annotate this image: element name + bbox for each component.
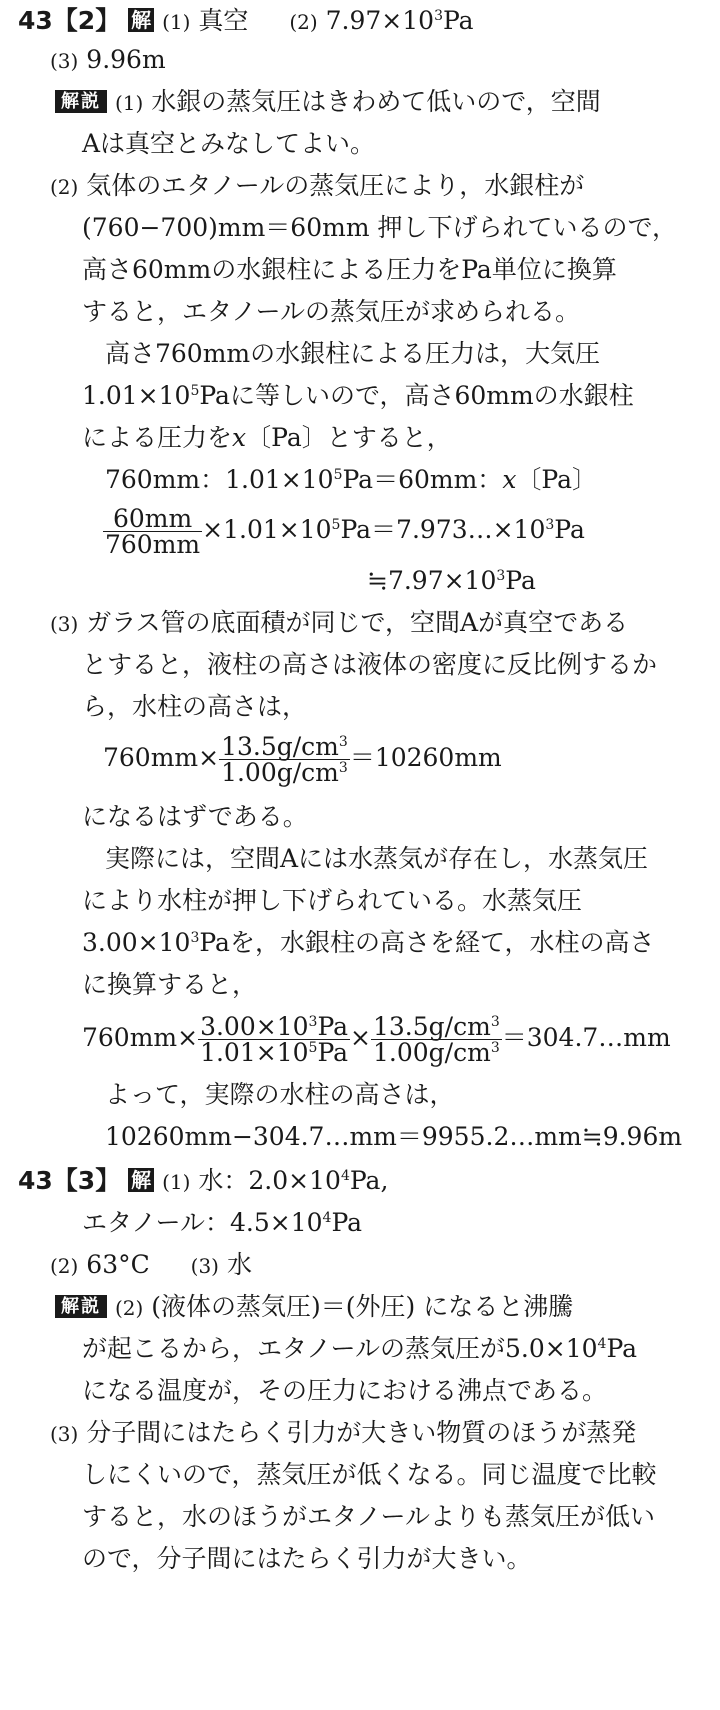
q2-equation-fraction: $\frac{60mm}{760mm}$ $\times 1.01\times 10^5Pa=7.973\dots\times 10^3Pa$	[105, 504, 585, 559]
q2-a1-no: (1)	[162, 10, 191, 34]
q2-equation-approx: $≒7.97\times 10^3Pa$	[367, 566, 536, 595]
q2-p2-l3: 高さ60mmの水銀柱による圧力をPa単位に換算	[82, 255, 617, 284]
q2-kai-badge: 解	[128, 8, 154, 32]
q3-answer-line	[18, 1166, 388, 1197]
q2-p3-l7: $3.00\times 10^3Pa$を，水銀柱の高さを経て，水柱の高さ	[82, 928, 655, 957]
q2-p3-l9: よって，実際の水柱の高さは，	[105, 1080, 455, 1109]
q3-a1-ethanol: エタノール：$4.5\times 10^4Pa$	[82, 1208, 363, 1237]
q2-fraction-density-2: $\frac{13.5g/cm^3}{1.00g/cm^3}$	[373, 1012, 500, 1067]
q2-equation-final: 10260mm−304.7…mm＝9955.2…mm≒9.96m	[105, 1122, 683, 1151]
q3-p2-l2: が起こるから，エタノールの蒸気圧が$5.0\times 10^4Pa$	[82, 1334, 638, 1363]
q2-a2: $7.97\times 10^3Pa$	[325, 6, 474, 35]
q2-equation-water-height: 760mm× $\frac{13.5g/cm^3}{1.00g/cm^3}$ ＝10260mm	[103, 732, 502, 787]
q2-p2-l2: (760−700)mm＝60mm 押し下げられているので，	[82, 213, 677, 242]
q3-p3-l1-line	[50, 1418, 636, 1449]
q3-kai-badge: 解	[128, 1168, 154, 1192]
q2-p3-l1-line	[50, 608, 628, 639]
q2-p2-l6: $1.01\times 10^5Pa$に等しいので，高さ60mmの水銀柱	[82, 381, 634, 410]
q2-p1-no: (1)	[114, 91, 144, 115]
q3-a1: 水：$2.0\times 10^4Pa$,	[198, 1166, 389, 1195]
q2-p3-l8: に換算すると，	[82, 970, 258, 999]
q2-number: 43	[18, 6, 53, 35]
q2-label: 【2】	[52, 6, 121, 35]
q2-a2-no: (2)	[289, 10, 318, 34]
q2-p3-l2: とすると，液柱の高さは液体の密度に反比例するか	[82, 650, 658, 679]
q3-a3-no: (3)	[190, 1254, 219, 1278]
q3-p3-l3: すると，水のほうがエタノールよりも蒸気圧が低い	[82, 1502, 656, 1531]
q2-a3: 9.96m	[86, 45, 166, 74]
q3-p3-l2: しにくいので，蒸気圧が低くなる。同じ温度で比較	[82, 1460, 657, 1489]
q3-number: 43	[18, 1166, 53, 1195]
q2-p3-l6: により水柱が押し下げられている。水蒸気圧	[82, 886, 583, 915]
q2-p2-l5: 高さ760mmの水銀柱による圧力は，大気圧	[105, 339, 601, 368]
q2-a1: 真空	[198, 6, 249, 35]
q3-p3-l1: 分子間にはたらく引力が大きい物質のほうが蒸発	[86, 1418, 637, 1447]
q2-equation-vapor-correction: 760mm× $\frac{3.00\times 10^3Pa}{1.01\times 10^5Pa}$ × $\frac{13.5g/cm^3}{1.00g/cm^3}$ ＝304.7…mm	[82, 1012, 671, 1067]
q2-p3-l4: になるはずである。	[82, 802, 308, 831]
q3-p2-no: (2)	[114, 1296, 144, 1320]
q3-label: 【3】	[52, 1166, 121, 1195]
q3-a1-no: (1)	[162, 1170, 191, 1194]
q2-a3-no: (3)	[50, 49, 79, 73]
q2-p2-l7: による圧力をx〔Pa〕とすると，	[82, 423, 452, 452]
q2-p2-l4: すると，エタノールの蒸気圧が求められる。	[82, 297, 581, 326]
q2-fraction-pressure: $\frac{3.00\times 10^3Pa}{1.01\times 10^5Pa}$	[200, 1012, 349, 1067]
q3-p3-no: (3)	[50, 1422, 79, 1446]
q2-p1-l2: Aは真空とみなしてよい。	[82, 129, 376, 158]
q2-answer-line-3	[50, 45, 166, 76]
q2-equation-ratio: 760mm：$1.01\times 10^5Pa=60mm$：x〔Pa〕	[105, 465, 598, 494]
q3-kaisetsu-line	[55, 1292, 573, 1323]
q2-p3-l3: ら，水柱の高さは，	[82, 692, 308, 721]
q2-p3-l5: 実際には，空間Aには水蒸気が存在し，水蒸気圧	[105, 844, 649, 873]
q2-p2-l1-line	[50, 171, 584, 202]
q2-answer-line	[18, 6, 474, 37]
q3-a2-no: (2)	[50, 1254, 79, 1278]
q2-kaisetsu-line	[55, 87, 601, 118]
q2-p3-no: (3)	[50, 612, 79, 636]
q2-kaisetsu-badge: 解説	[55, 90, 107, 113]
q3-kaisetsu-badge: 解説	[55, 1295, 107, 1318]
q3-p3-l4: ので，分子間にはたらく引力が大きい。	[82, 1544, 532, 1573]
q3-a3: 水	[226, 1250, 252, 1279]
q2-p3-l1: ガラス管の底面積が同じで，空間Aが真空である	[86, 608, 629, 637]
q3-a2: 63°C	[86, 1250, 150, 1279]
q2-fraction-60-760: $\frac{60mm}{760mm}$	[105, 504, 201, 559]
q2-p2-no: (2)	[50, 175, 79, 199]
q3-answer-line-2	[50, 1250, 252, 1281]
q3-p2-l1: (液体の蒸気圧)＝(外圧) になると沸騰	[151, 1292, 574, 1321]
q2-fraction-density: $\frac{13.5g/cm^3}{1.00g/cm^3}$	[221, 732, 348, 787]
q2-p2-l1: 気体のエタノールの蒸気圧により，水銀柱が	[86, 171, 585, 200]
q3-p2-l3: になる温度が，その圧力における沸点である。	[82, 1376, 608, 1405]
q2-p1-l1: 水銀の蒸気圧はきわめて低いので，空間	[151, 87, 601, 116]
